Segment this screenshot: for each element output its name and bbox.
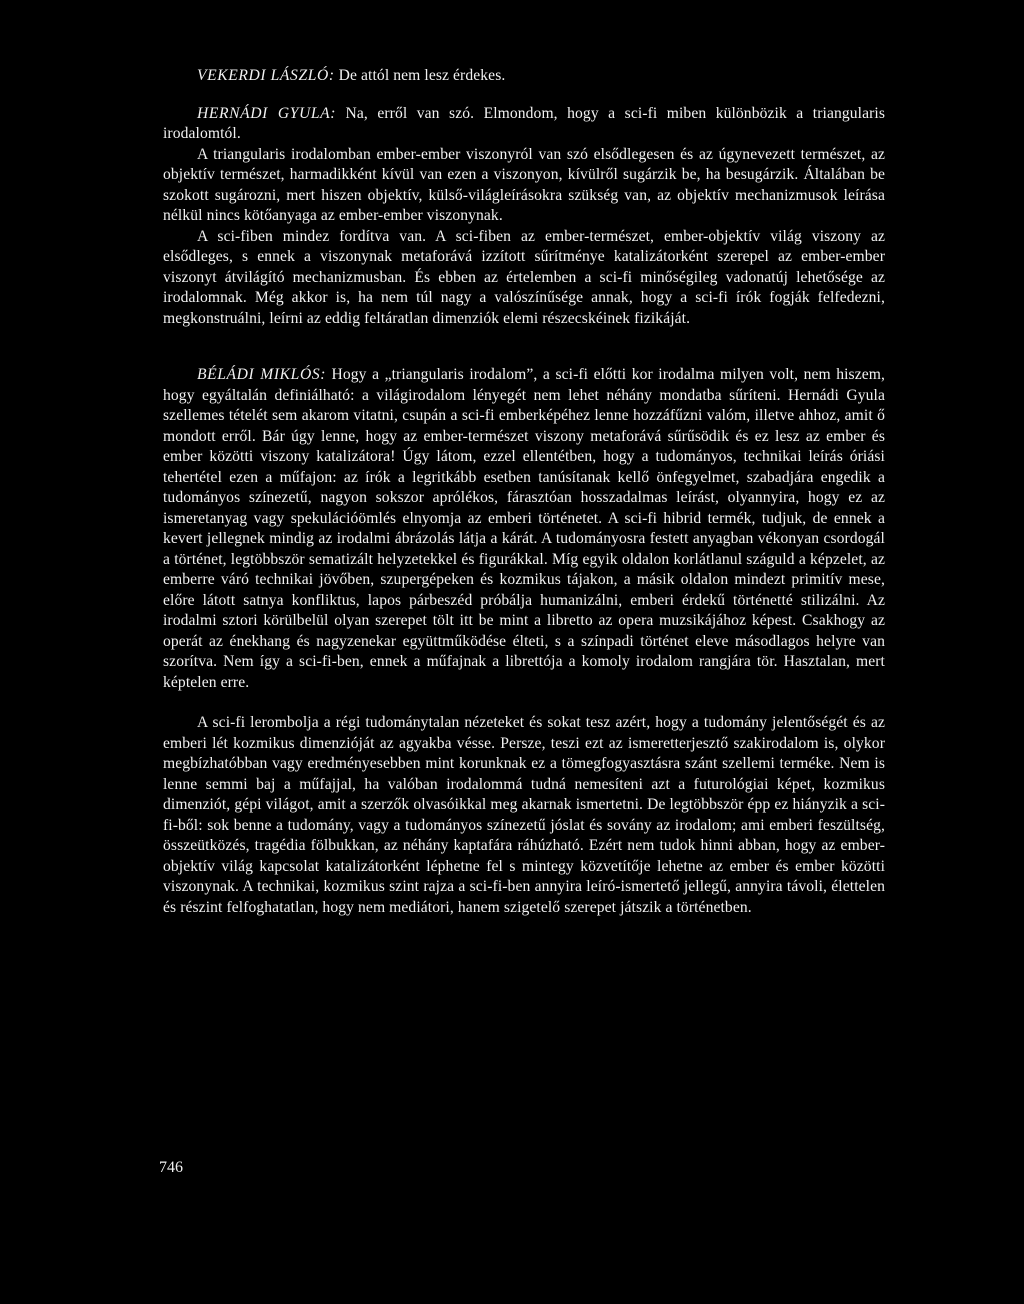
paragraph-text: Hogy a „triangularis irodalom”, a sci-fi előtti kor irodalma milyen volt, nem hiszem, hogy egyáltalán definiálható: a világirodalom lényegét nem lehet néhány mondatba sűríteni. Hernádi Gyula szellemes tételét sem akarom vitatni, csupán a sci-fi emberképéhez lenne hozzáfűzni valóm, illetve ahhoz, amit ő mondott erről. Bár úgy lenne, hogy az ember-természet viszony metaforává sűrűsödik és ez lesz az ember és ember közötti viszony katalizátora! Úgy látom, ezzel ellentétben, hogy a tudományos, technikai leírás óriási tehertétel ezen a műfajon: az írók a legritkább esetben tanúsítanak kellő önfegyelmet, szabadjára engedik a tudományos színezetű, nagyon sokszor aprólékos, fárasztóan hosszadalmas leírást, olyannyira, hogy ez az ismeretanyag vagy spekulációömlés elnyomja az emberi történetet. A sci-fi hibrid termék, tudjuk, de ennek a kevert jellegnek mindig az irodalmi ábrázolás látja a kárát. A tudományosra festett anyagban vékonyan csordogál a történet, legtöbbször sematizált helyzetekkel és figurákkal. Míg egyik oldalon korlátlanul száguld a képzelet, az emberre váró technikai jövőben, szupergépeken és kozmikus tájakon, a másik oldalon mindezt primitív mese, előre látott satnya konfliktus, lapos párbeszéd próbálja humanizálni, emberi érdekű történetté stilizálni. Az irodalmi sztori körülbelül olyan szerepet tölt itt be mint a libretto az opera muzsikájához képest. Csakhogy az operát az énekhang és nagyzenekar együttműködése élteti, s a színpadi történet eleve másodlagos helyre van szorítva. Nem így a sci-fi-ben, ennek a műfajnak a librettója a komoly irodalom rangjára tör. Hasztalan, mert képtelen erre. [163, 366, 886, 691]
text-column [163, 66, 885, 918]
speaker-name: VEKERDI LÁSZLÓ: [197, 67, 335, 84]
paragraph-scifi-forditva: A sci-fiben mindez fordítva van. A sci-fiben az ember-természet, ember-objektív világ viszony az elsődleges, s ennek a viszonynak metaforává izzított sűrítménye katalizátorként szerepel az ember-ember viszonyt átvilágító mechanizmusban. És ebben az értelemben a sci-fi minőségileg vadonatúj lehetősége az irodalomnak. Még akkor is, ha nem túl nagy a valószínűsége annak, hogy a sci-fi írók fogják felfedezni, megkonstruálni, leírni az eddig feltáratlan dimenziók elemi részecskéinek fizikáját. [163, 227, 885, 327]
paragraph-text: De attól nem lesz érdekes. [338, 67, 506, 84]
paragraph-triangularis: A triangularis irodalomban ember-ember viszonyról van szó elsődlegesen és az úgynevezett természet, az objektív természet, harmadikként kívül van ezen a viszonyon, kívülről sugárzik be, ha besugárzik. Általában be szokott sugározni, mert hiszen objektív, külső-világleírásokra szükség van, az objektív mechanizmusok leírása nélkül nincs kötőanyaga az ember-ember viszonynak. [163, 145, 885, 224]
paragraph-lerombolja: A sci-fi lerombolja a régi tudománytalan nézeteket és sokat tesz azért, hogy a tudomány jelentőségét és az emberi lét kozmikus dimenzióját az agyakba vésse. Persze, teszi ezt az ismeretterjesztő szakirodalom is, olykor megbízhatóbban vagy eredményesebben mint korunknak ez a tömegfogyasztásra szánt szellemi terméke. Nem is lenne semmi baj a műfajjal, ha valóban irodalommá tudná nemesíteni azt a futurológiai képet, kozmikus dimenziót, gépi világot, amit a szerzők olvasóikkal meg akarnak ismertetni. De legtöbbször épp ez hiányzik a sci-fi-ből: sok benne a tudomány, vagy a tudományos színezetű jóslat és sovány az irodalom; ami emberi feszültség, összeütközés, tragédia fölbukkan, az néhány kaptafára ráhúzható. Ezért nem tudok hinni abban, hogy az ember-objektív világ kapcsolat katalizátorként léphetne fel s mintegy közvetítője lehetne az ember és ember közötti viszonynak. A technikai, kozmikus szint rajza a sci-fi-ben annyira leíró-ismertető jellegű, annyira távoli, élettelen és részint felfoghatatlan, hogy nem mediátori, hanem szigetelő szerepet játszik a történetben. [163, 714, 885, 916]
page-number: 746 [159, 1159, 183, 1176]
speaker-name: HERNÁDI GYULA: [197, 104, 337, 122]
paragraph-hernadi [163, 104, 885, 145]
speaker-name: BÉLÁDI MIKLÓS: [197, 366, 327, 383]
paragraph-text: Na, erről van szó. Elmondom, hogy a sci-fi miben különbözik a triangularis irodalomtól. [163, 104, 886, 142]
paragraph-vekerdi [163, 66, 885, 87]
paragraph-beladi [163, 365, 885, 693]
